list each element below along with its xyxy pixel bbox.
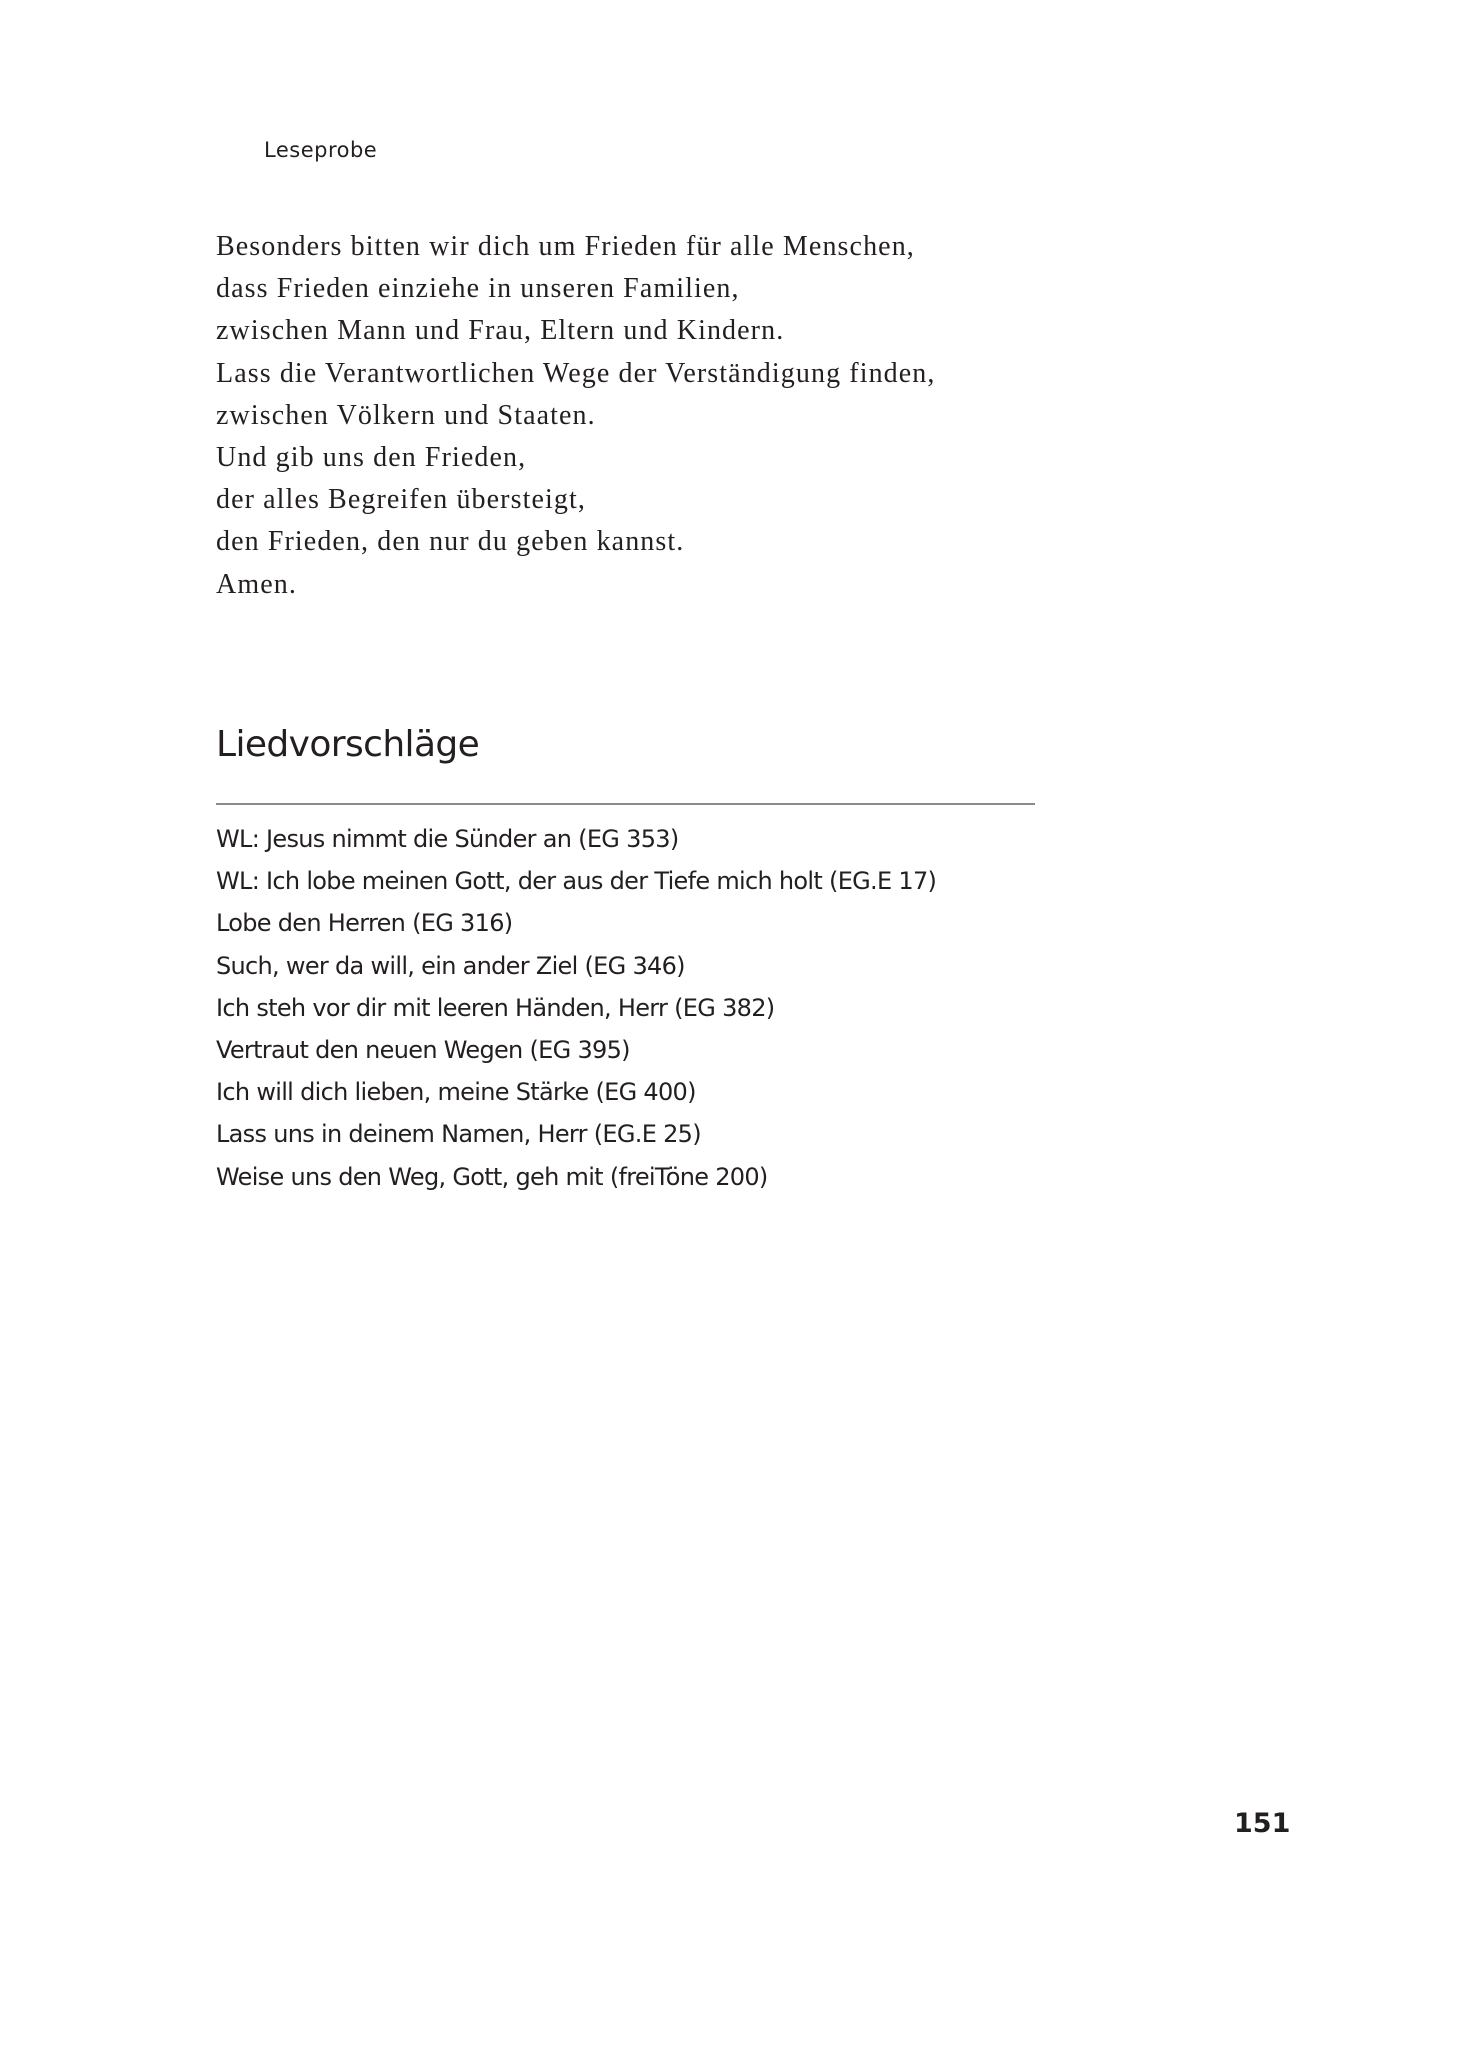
- prayer-line: der alles Begreifen übersteigt,: [216, 484, 586, 516]
- song-item: WL: Ich lobe meinen Gott, der aus der Tiefe mich holt (EG.E 17): [216, 867, 937, 896]
- prayer-line: den Frieden, den nur du geben kannst.: [216, 526, 685, 558]
- section-divider: [216, 803, 1035, 805]
- song-item: Ich will dich lieben, meine Stärke (EG 400): [216, 1078, 696, 1107]
- prayer-line: Besonders bitten wir dich um Frieden für alle Menschen,: [216, 231, 915, 262]
- song-list: [216, 818, 936, 1198]
- song-item: Lass uns in deinem Namen, Herr (EG.E 25): [216, 1120, 701, 1149]
- song-item: Weise uns den Weg, Gott, geh mit (freiTöne 200): [216, 1162, 768, 1191]
- prayer-line: dass Frieden einziehe in unseren Familien,: [216, 273, 740, 305]
- prayer-text: [216, 226, 936, 606]
- song-item: WL: Jesus nimmt die Sünder an (EG 353): [216, 825, 679, 853]
- song-item: Ich steh vor dir mit leeren Händen, Herr (EG 382): [216, 993, 775, 1022]
- section-title: Liedvorschläge: [216, 724, 480, 765]
- prayer-line: Lass die Verantwortlichen Wege der Verständigung finden,: [216, 357, 936, 389]
- running-header: Leseprobe: [264, 138, 378, 162]
- prayer-line: zwischen Völkern und Staaten.: [216, 399, 596, 431]
- song-item: Vertraut den neuen Wegen (EG 395): [216, 1036, 630, 1065]
- prayer-line: zwischen Mann und Frau, Eltern und Kindern.: [216, 315, 785, 347]
- song-item: Lobe den Herren (EG 316): [216, 909, 513, 938]
- prayer-line: Amen.: [216, 568, 297, 600]
- prayer-line: Und gib uns den Frieden,: [216, 442, 527, 474]
- page-number: 151: [1234, 1808, 1291, 1839]
- song-item: Such, wer da will, ein ander Ziel (EG 346): [216, 951, 685, 980]
